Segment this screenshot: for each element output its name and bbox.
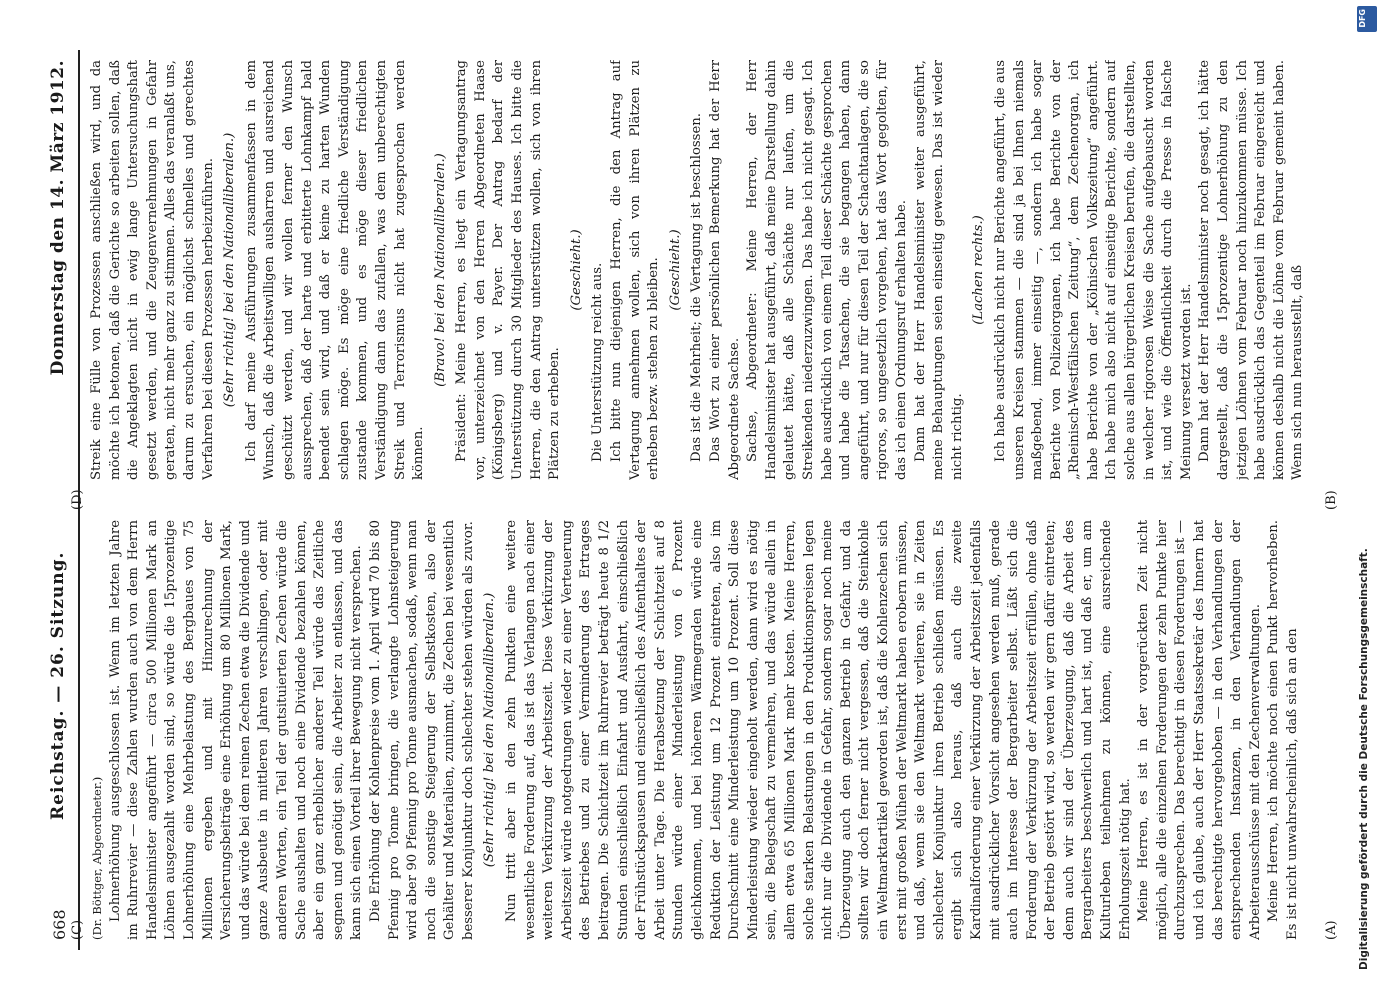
paragraph: Ich darf meine Ausführungen zusammenfassen in dem Wunsch, daß die Arbeitswilligen ausharren und ausreichend geschützt werden, und wir wollen ferner den Wunsch aussprechen, daß der harte und erbitterte Lohnkampf bald beendet sein wird, und daß er keine zu harten Wunden schlagen möge. Es möge eine friedliche Verständigung zustande kommen, und es möge dieser friedlichen Verständigung dann das zufallen, was dem unberechtigten Streik und Terrorismus nicht hat zugesprochen werden können. xyxy=(243,60,427,480)
paragraph: Die Unterstützung reicht aus. xyxy=(590,262,606,462)
rotated-document-page xyxy=(30,50,1340,950)
paragraph: Nun tritt aber in den zehn Punkten eine weitere wesentliche Forderung auf, das ist das Verlangen nach einer weiteren Verkürzung der Arbeitszeit. Diese Verkürzung der Arbeitszeit würde notgedrungen wieder zu einer Verteuerung des Betriebes und zu einer Verminderung des Ertrages beitragen. Die Schichtzeit im Ruhrrevier beträgt heute 8 1/2 Stunden einschließlich Einfahrt und Ausfahrt, einschließlich der Frühstückspausen und einschließlich des Aufenthaltes der Arbeit unter Tage. Die Herabsetzung der Schichtzeit auf 8 Stunden würde einer Minderleistung von 6 Prozent gleichkommen, und bei höheren Wärmegraden würde eine Reduktion der Leistung um 12 Prozent eintreten, also im Durchschnitt eine Minderleistung um 10 Prozent. Soll diese Minderleistung wieder eingeholt werden, dann wird es nötig sein, die Belegschaft zu vermehren, und das würde allein in allem etwa 65 Millionen Mark mehr kosten. Meine Herren, solche starken Belastungen in den Produktionspreisen legen nicht nur die Dividende in Gefahr, sondern sogar noch meine Überzeugung auch den ganzen Betrieb in Gefahr, und da sollten wir doch ferner nicht vergessen, daß die Steinkohle ein Weltmarktartikel geworden ist, daß die Kohlenzechen sich erst mit großen Mühen der Weltmarkt haben erobern müssen, und daß, wenn sie den Weltmarkt verlieren, sie in Zeiten schlechter Konjunktur ihren Betrieb schließen müssen. Es ergibt sich also heraus, daß auch die zweite Kardinalforderung einer Verkürzung der Arbeitszeit jedenfalls mit ausdrücklicher Vorsicht angesehen werden muß, gerade auch im Interesse der Bergarbeiter selbst. Läßt sich die Forderung der Verkürzung der Arbeitszeit erfüllen, ohne daß der Betrieb gestört wird, so werden wir gern dafür eintreten; denn auch wir sind der Überzeugung, daß die Arbeit des Bergarbeiters beschwerlich und hart ist, und daß er, um am Kulturleben teilnehmen zu können, eine ausreichende Erholungszeit nötig hat. xyxy=(504,520,1133,940)
right-column xyxy=(88,60,1328,480)
sachse-statement: Sachse, Abgeordneter: Meine Herren, der Herr Handelsminister hat ausgeführt, daß meine Darstellung dahin gelautet hätte, daß alle Schächte nur laufen, um die Streikenden niederzuzwingen. Das habe ich nicht gesagt. Ich habe ausdrücklich von einem Teil dieser Schächte gesprochen und habe die Tatsachen, die sie begangen haben, dann angeführt, und nur für diesen Teil der Schachtanlagen, die so rigoros, so ungesetzlich vorgehen, hat das Wort gegolten, für das ich einen Ordnungsruf erhalten habe. xyxy=(745,60,909,480)
interjection: (Sehr richtig! bei den Nationalliberalen.) xyxy=(482,592,498,868)
interjection: (Sehr richtig! bei den Nationalliberalen.) xyxy=(222,132,238,408)
paragraph: Ich bitte nun diejenigen Herren, die den Antrag auf Vertagung annehmen wollen, sich von ihren Plätzen zu erheben bezw. stehen zu bleiben. xyxy=(609,60,662,480)
interjection: (Geschieht.) xyxy=(568,229,584,311)
paragraph: Meine Herren, ich möchte noch einen Punkt hervorheben. Es ist nicht unwahrscheinlich, daß sich an den xyxy=(1266,520,1300,940)
margin-mark-d: (D) xyxy=(70,489,85,510)
paragraph: Streik eine Fülle von Prozessen anschließen wird, und da möchte ich betonen, daß die Gerichte so arbeiten sollen, daß die Angeklagten nicht in ewig lange Untersuchungshaft gesetzt werden, und die Zeugenvernehmungen in Gefahr geraten, nicht mehr ganz zu stimmen. Alles das veranlaßt uns, darum zu ersuchen, ein möglichst schnelles und gerechtes Verfahren bei diesen Prozessen herbeizuführen. xyxy=(89,60,216,480)
paragraph: Lohnerhöhung ausgeschlossen ist. Wenn im letzten Jahre im Ruhrrevier — diese Zahlen wurden auch von dem Herrn Handelsminister angeführt — circa 500 Millionen Mark an Löhnen ausgezahlt worden sind, so würde die 15prozentige Lohnerhöhung eine Mehrbelastung des Bergbaues von 75 Millionen ergeben und mit Hinzurechnung der Versicherungsbeiträge eine Erhöhung um 80 Millionen Mark, und das würde bei dem reinen Zechen etwa die Dividende und ganze Ausbeute in mittleren Jahren verschlingen, oder mit anderen Worten, ein Teil der gutsituierten Zechen würde die Sache aushalten und noch eine Dividende bezahlen können, aber ein ganz erheblicher anderer Teil würde das Zeitliche segnen und genötigt sein, die Arbeiter zu entlassen, und das kann sich einen Vorteil ihrer Bewegung nicht versprechen. xyxy=(107,520,365,940)
paragraph: Das ist die Mehrheit; die Vertagung ist beschlossen. xyxy=(689,113,705,462)
dfg-logo-text: DFG xyxy=(1358,9,1367,28)
margin-mark-c: (C) xyxy=(70,919,85,940)
paragraph: Meine Herren, es ist in der vorgerückten Zeit nicht möglich, alle die einzelnen Forderungen der zehn Punkte hier durchzusprechen. Das berechtigt in diesen Forderungen ist — und ich glaube, auch der Herr Staatssekretär des Innern hat das berechtigte hervorgehoben — in den Verhandlungen der entsprechenden Instanzen, in den Verhandlungen der Arbeiterausschüsse mit den Zechenverwaltungen. xyxy=(1136,520,1263,940)
paragraph: Dann hat der Herr Handelsminister weiter ausgeführt, meine Behauptungen seien einseitig gewesen. Das ist wieder nicht richtig. xyxy=(912,60,965,480)
interjection: (Bravo! bei den Nationalliberalen.) xyxy=(432,153,448,387)
page-number: 668 xyxy=(50,909,69,940)
margin-mark-b: (B) xyxy=(1324,490,1339,510)
left-column xyxy=(88,520,1328,940)
paragraph: Dann hat der Herr Handelsminister noch gesagt, ich hätte dargestellt, daß die 15prozentige Lohnerhöhung zu den jetzigen Löhnen vom Februar noch hinzukommen müsse. Ich habe ausdrücklich das Gegenteil im Februar eingereicht und können deshalb nicht die Löhne vom Februar gemeint haben. Wenn sich nun herausstellt, daß xyxy=(1197,60,1306,480)
session-title: Reichstag. — 26. Sitzung. xyxy=(48,551,68,820)
interjection: (Geschieht.) xyxy=(667,229,683,311)
president-statement: Präsident: Meine Herren, es liegt ein Vertagungsantrag vor, unterzeichnet von den Herren Abgeordneten Haase (Königsberg) und v. Payer. Der Antrag bedarf der Unterstützung durch 30 Mitglieder des Hauses. Ich bitte die Herren, die den Antrag unterstützen wollen, sich von ihren Plätzen zu erheben. xyxy=(454,60,563,480)
paragraph: Das Wort zu einer persönlichen Bemerkung hat der Herr Abgeordnete Sachse. xyxy=(708,60,742,480)
paragraph: Die Erhöhung der Kohlenpreise vom 1. April wird 70 bis 80 Pfennig pro Tonne bringen, die verlangte Lohnsteigerung wird aber 90 Pfennig pro Tonne ausmachen, sodaß, wenn man noch die sonstige Steigerung der Selbstkosten, also der Gehälter und Materialien, zunimmt, die Zechen bei wesentlich besserer Konjunktur doch schlechter stehen würden als zuvor. xyxy=(367,520,476,940)
margin-mark-a: (A) xyxy=(1324,920,1339,940)
session-date: Donnerstag den 14. März 1912. xyxy=(48,60,68,376)
paragraph: Ich habe ausdrücklich nicht nur Berichte angeführt, die aus unseren Kreisen stammen — die sind ja bei Ihnen niemals maßgebend, immer einseitig —, sondern ich habe sogar Berichte von Polizeiorganen, ich habe Berichte von der „Rheinisch-Westfälischen Zeitung“, dem Zechenorgan, ich habe Berichte von der „Kölnischen Volkszeitung“ angeführt. Ich habe mich also nicht auf einseitige Berichte, sondern auf solche aus allen bürgerlichen Kreisen berufen, die darstellten, in welcher rigorosen Weise die Sache aufgebauscht worden ist, und wie die Öffentlichkeit durch die Presse in falsche Meinung versetzt worden ist. xyxy=(992,60,1194,480)
speaker-tag: (Dr. Böttger, Abgeordneter.) xyxy=(90,776,104,940)
interjection: (Lachen rechts.) xyxy=(971,215,987,325)
dfg-funding-notice: Digitalisierung gefördert durch die Deutsche Forschungsgemeinschaft. xyxy=(1358,548,1370,970)
